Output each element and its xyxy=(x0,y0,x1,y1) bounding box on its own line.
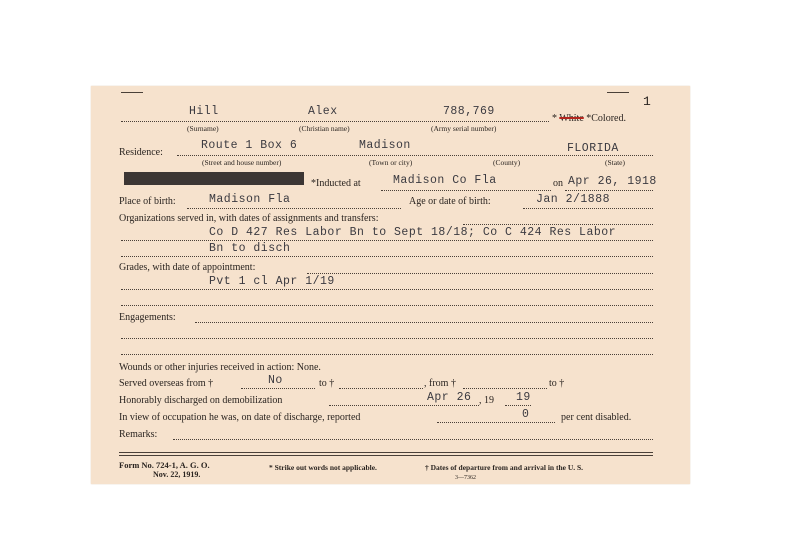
grades-rule-2 xyxy=(121,305,653,306)
inducted-date: Apr 26, 1918 xyxy=(568,175,657,188)
organizations-rule-2 xyxy=(121,256,653,257)
wounds-label: Wounds or other injuries received in action: None. xyxy=(119,362,321,373)
residence-street: Route 1 Box 6 xyxy=(201,139,298,152)
engagements-rule-2 xyxy=(121,354,653,355)
inducted-date-line xyxy=(565,190,653,191)
date-of-birth-line xyxy=(523,208,653,209)
residence-state: FLORIDA xyxy=(567,142,619,155)
remarks-label: Remarks: xyxy=(119,429,158,440)
card-number: 1 xyxy=(643,94,651,109)
form-date: Nov. 22, 1919. xyxy=(153,470,201,479)
county-caption: (County) xyxy=(493,158,521,167)
strike-note: * Strike out words not applicable. xyxy=(269,463,377,472)
inducted-on-label: on xyxy=(553,178,563,189)
grades-value: Pvt 1 cl Apr 1/19 xyxy=(209,275,335,288)
state-caption: (State) xyxy=(605,158,625,167)
place-of-birth-line xyxy=(187,208,401,209)
date-of-birth-value: Jan 2/1888 xyxy=(536,193,611,206)
print-code: 3—7362 xyxy=(455,475,476,481)
overseas-from2-label: , from † xyxy=(424,378,456,389)
organizations-rule-1 xyxy=(121,240,653,241)
grades-rule-1 xyxy=(121,289,653,290)
organizations-label: Organizations served in, with dates of assignments and transfers: xyxy=(119,213,379,224)
inducted-place-line xyxy=(381,190,551,191)
service-record-card xyxy=(91,86,690,484)
overseas-to-line xyxy=(339,388,423,389)
organizations-label-line xyxy=(463,224,653,225)
inducted-place: Madison Co Fla xyxy=(393,174,497,187)
dates-note: † Dates of departure from and arrival in the U. S. xyxy=(425,463,584,472)
redacted-text xyxy=(124,172,304,185)
discharge-date: Apr 26 xyxy=(427,391,472,404)
discharge-year: 19 xyxy=(516,391,531,404)
engagements-rule-1 xyxy=(121,338,653,339)
name-row-line xyxy=(121,121,549,122)
remarks-line xyxy=(173,439,653,440)
form-number: Form No. 724-1, A. G. O. xyxy=(119,460,210,470)
organizations-line-2: Bn to disch xyxy=(209,242,291,255)
town-caption: (Town or city) xyxy=(369,158,413,167)
engagements-label: Engagements: xyxy=(119,312,176,323)
overseas-to2-label: to † xyxy=(549,378,565,389)
engagements-label-line xyxy=(195,322,653,323)
discharged-label: Honorably discharged on demobilization xyxy=(119,395,283,406)
discharge-date-line xyxy=(329,405,479,406)
disability-percent: 0 xyxy=(522,408,530,421)
card-corner-mark xyxy=(121,92,143,93)
inducted-at-label: *Inducted at xyxy=(311,178,361,189)
overseas-from-line xyxy=(241,388,315,389)
card-corner-mark-right xyxy=(607,92,629,93)
christian-name-caption: (Christian name) xyxy=(299,124,350,133)
age-dob-label: Age or date of birth: xyxy=(409,196,491,207)
disabled-label: per cent disabled. xyxy=(561,412,632,423)
surname-value: Hill xyxy=(189,105,219,118)
footer-rule-bottom xyxy=(119,455,653,456)
discharge-year-line xyxy=(505,405,531,406)
footer-rule-top xyxy=(119,452,653,453)
grades-label: Grades, with date of appointment: xyxy=(119,262,256,273)
christian-name-value: Alex xyxy=(308,105,338,118)
occupation-label: In view of occupation he was, on date of discharge, reported xyxy=(119,412,361,423)
disability-line xyxy=(437,422,555,423)
place-of-birth-value: Madison Fla xyxy=(209,193,291,206)
place-of-birth-label: Place of birth: xyxy=(119,196,176,207)
residence-line xyxy=(177,155,653,156)
race-white: White xyxy=(559,113,584,124)
discharge-year-prefix: , 19 xyxy=(479,395,494,406)
organizations-line-1: Co D 427 Res Labor Bn to Sept 18/18; Co C 424 Res Labor xyxy=(209,226,617,239)
overseas-to-label: to † xyxy=(319,378,335,389)
race-options: * White *Colored. xyxy=(552,113,626,124)
serial-number-value: 788,769 xyxy=(443,105,495,118)
race-colored: Colored. xyxy=(591,113,626,124)
surname-caption: (Surname) xyxy=(187,124,219,133)
grades-label-line xyxy=(307,273,653,274)
overseas-from2-line xyxy=(463,388,547,389)
residence-town: Madison xyxy=(359,139,411,152)
served-overseas-value: No xyxy=(268,374,283,387)
served-overseas-label: Served overseas from † xyxy=(119,378,214,389)
serial-caption: (Army serial number) xyxy=(431,124,497,133)
street-caption: (Street and house number) xyxy=(202,158,282,167)
residence-label: Residence: xyxy=(119,147,163,158)
